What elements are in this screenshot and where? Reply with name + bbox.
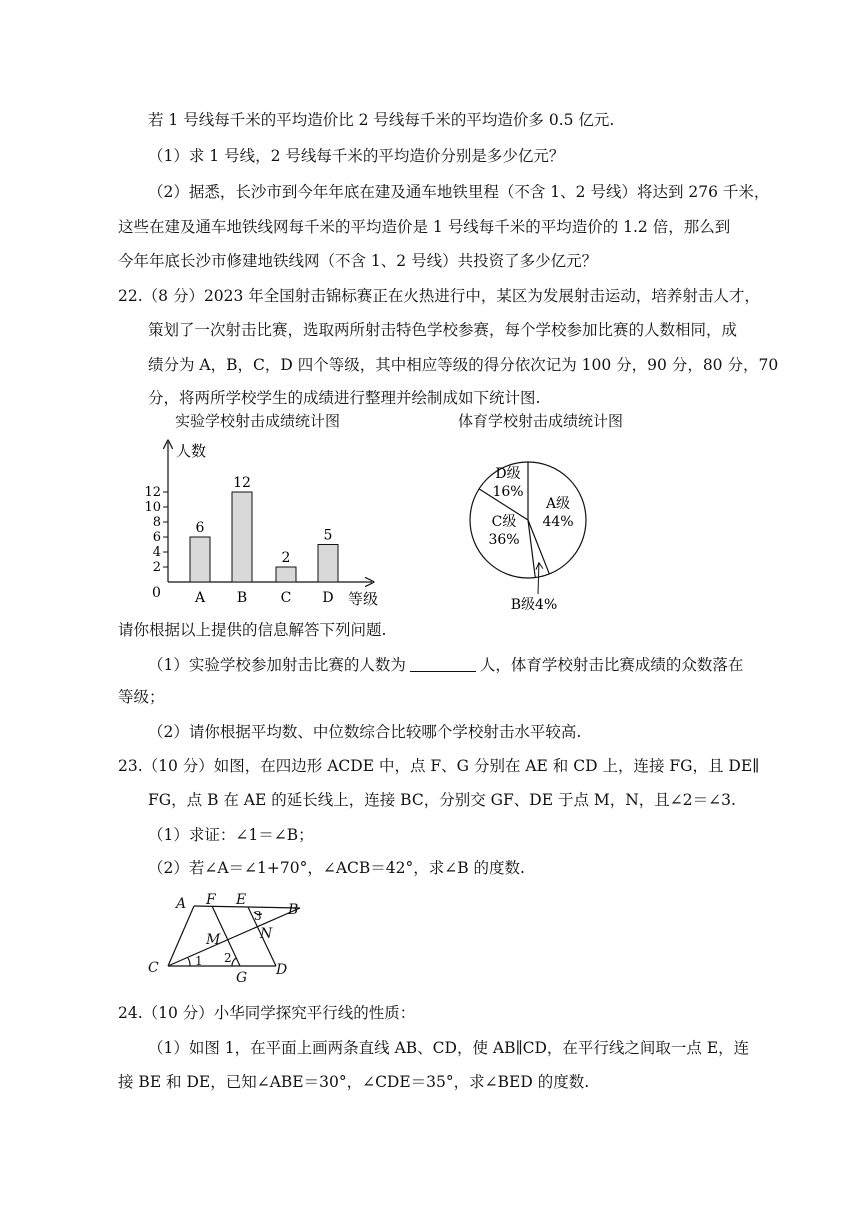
bar-y-tick-label: 10: [144, 500, 161, 515]
bar-y-tick-label: 4: [152, 545, 161, 560]
q22-part1-b: 人，体育学校射击比赛成绩的众数落在: [479, 656, 744, 674]
q22-part1-a: （1）实验学校参加射击比赛的人数为: [148, 656, 406, 674]
label-N: N: [260, 926, 273, 942]
bar-value-label: 6: [195, 520, 205, 536]
pie-slice-label-D: D级: [495, 466, 521, 482]
geometry-figure: [140, 888, 320, 984]
bar-D: [318, 545, 338, 583]
q22-part1: [148, 655, 743, 675]
q21-part2-a: （2）据悉，长沙市到今年年底在建及通车地铁里程（不含 1、2 号线）将达到 276 千米，: [148, 183, 770, 201]
angle-3-label: 3: [254, 909, 262, 923]
pie-slice-label-B: B级4%: [510, 597, 558, 612]
q24-line1: 24.（10 分）小华同学探究平行线的性质：: [118, 1004, 416, 1022]
pie-slice-value-C: 36%: [488, 532, 520, 548]
bar-y-tick-label: 12: [144, 485, 161, 500]
bar-C: [276, 567, 296, 582]
q22-part2: （2）请你根据平均数、中位数综合比较哪个学校射击水平较高.: [148, 723, 582, 741]
q24-part1-a: （1）如图 1，在平面上画两条直线 AB、CD，使 AB∥CD，在平行线之间取一点 E，连: [148, 1039, 750, 1057]
label-G: G: [236, 970, 248, 984]
pie-slice-label-C: C级: [491, 514, 517, 530]
bar-y-tick-label: 8: [152, 515, 161, 530]
label-D: D: [276, 962, 288, 978]
bar-x-label: 等级: [348, 590, 379, 608]
bar-y-label: 人数: [176, 442, 207, 460]
angle-1-label: 1: [195, 954, 203, 968]
pie-chart-title: 体育学校射击成绩统计图: [458, 412, 624, 430]
label-E: E: [236, 892, 247, 908]
bar-value-label: 2: [281, 550, 291, 566]
answer-blank[interactable]: [410, 655, 476, 672]
bar-B: [232, 492, 252, 582]
bar-value-label: 12: [233, 475, 251, 491]
q21-part1: （1）求 1 号线，2 号线每千米的平均造价分别是多少亿元？: [148, 147, 565, 165]
q21-line1: 若 1 号线每千米的平均造价比 2 号线每千米的平均造价多 0.5 亿元.: [148, 111, 615, 129]
q22-after-text: 请你根据以上提供的信息解答下列问题.: [118, 621, 387, 639]
bar-chart: [140, 432, 400, 612]
label-M: M: [206, 932, 221, 948]
pie-slice-value-D: 16%: [492, 484, 524, 500]
q22-line3: 绩分为 A，B，C，D 四个等级，其中相应等级的得分依次记为 100 分，90 分，80 分，70: [148, 356, 779, 374]
label-C: C: [148, 960, 159, 976]
pie-chart: [460, 452, 600, 612]
bar-chart-title: 实验学校射击成绩统计图: [175, 412, 341, 430]
q24-part1-b: 接 BE 和 DE，已知∠ABE＝30°，∠CDE＝35°，求∠BED 的度数.: [118, 1073, 590, 1091]
q23-line1: 23.（10 分）如图，在四边形 ACDE 中，点 F、G 分别在 AE 和 CD 上，连接 FG，且 DE∥: [118, 757, 760, 775]
q22-part1-c: 等级；: [118, 688, 165, 706]
bar-y-tick-label: 6: [152, 530, 161, 545]
bar-A: [190, 537, 210, 582]
q23-part2: （2）若∠A＝∠1+70°，∠ACB＝42°，求∠B 的度数.: [148, 859, 525, 877]
q22-line4: 分，将两所学校学生的成绩进行整理并绘制成如下统计图.: [148, 389, 541, 407]
q21-part2-b: 这些在建及通车地铁线网每千米的平均造价是 1 号线每千米的平均造价的 1.2 倍，那么到: [118, 218, 731, 236]
label-A: A: [176, 896, 187, 912]
bar-y-tick-label: 2: [152, 560, 161, 575]
bar-value-label: 5: [323, 527, 333, 544]
pie-slice-value-A: 44%: [542, 514, 574, 530]
q23-part1: （1）求证：∠1＝∠B；: [148, 826, 314, 844]
bar-category-label: A: [194, 590, 206, 606]
bar-category-label: C: [280, 590, 292, 606]
label-F: F: [206, 892, 216, 908]
bar-category-label: B: [236, 590, 248, 606]
angle-2-label: 2: [224, 951, 232, 965]
q23-line2: FG，点 B 在 AE 的延长线上，连接 BC，分别交 GF、DE 于点 M，N，且∠2＝∠3.: [148, 791, 736, 809]
bar-origin-label: 0: [152, 585, 161, 601]
q22-line2: 策划了一次射击比赛，选取两所射击特色学校参赛，每个学校参加比赛的人数相同，成: [148, 321, 738, 339]
q21-part2-c: 今年年底长沙市修建地铁线网（不含 1、2 号线）共投资了多少亿元？: [118, 252, 598, 270]
label-B: B: [288, 902, 299, 918]
bar-category-label: D: [322, 590, 334, 606]
q22-line1: 22.（8 分）2023 年全国射击锦标赛正在火热进行中，某区为发展射击运动，培养射击人才，: [118, 287, 760, 305]
pie-slice-label-A: A级: [545, 496, 571, 512]
